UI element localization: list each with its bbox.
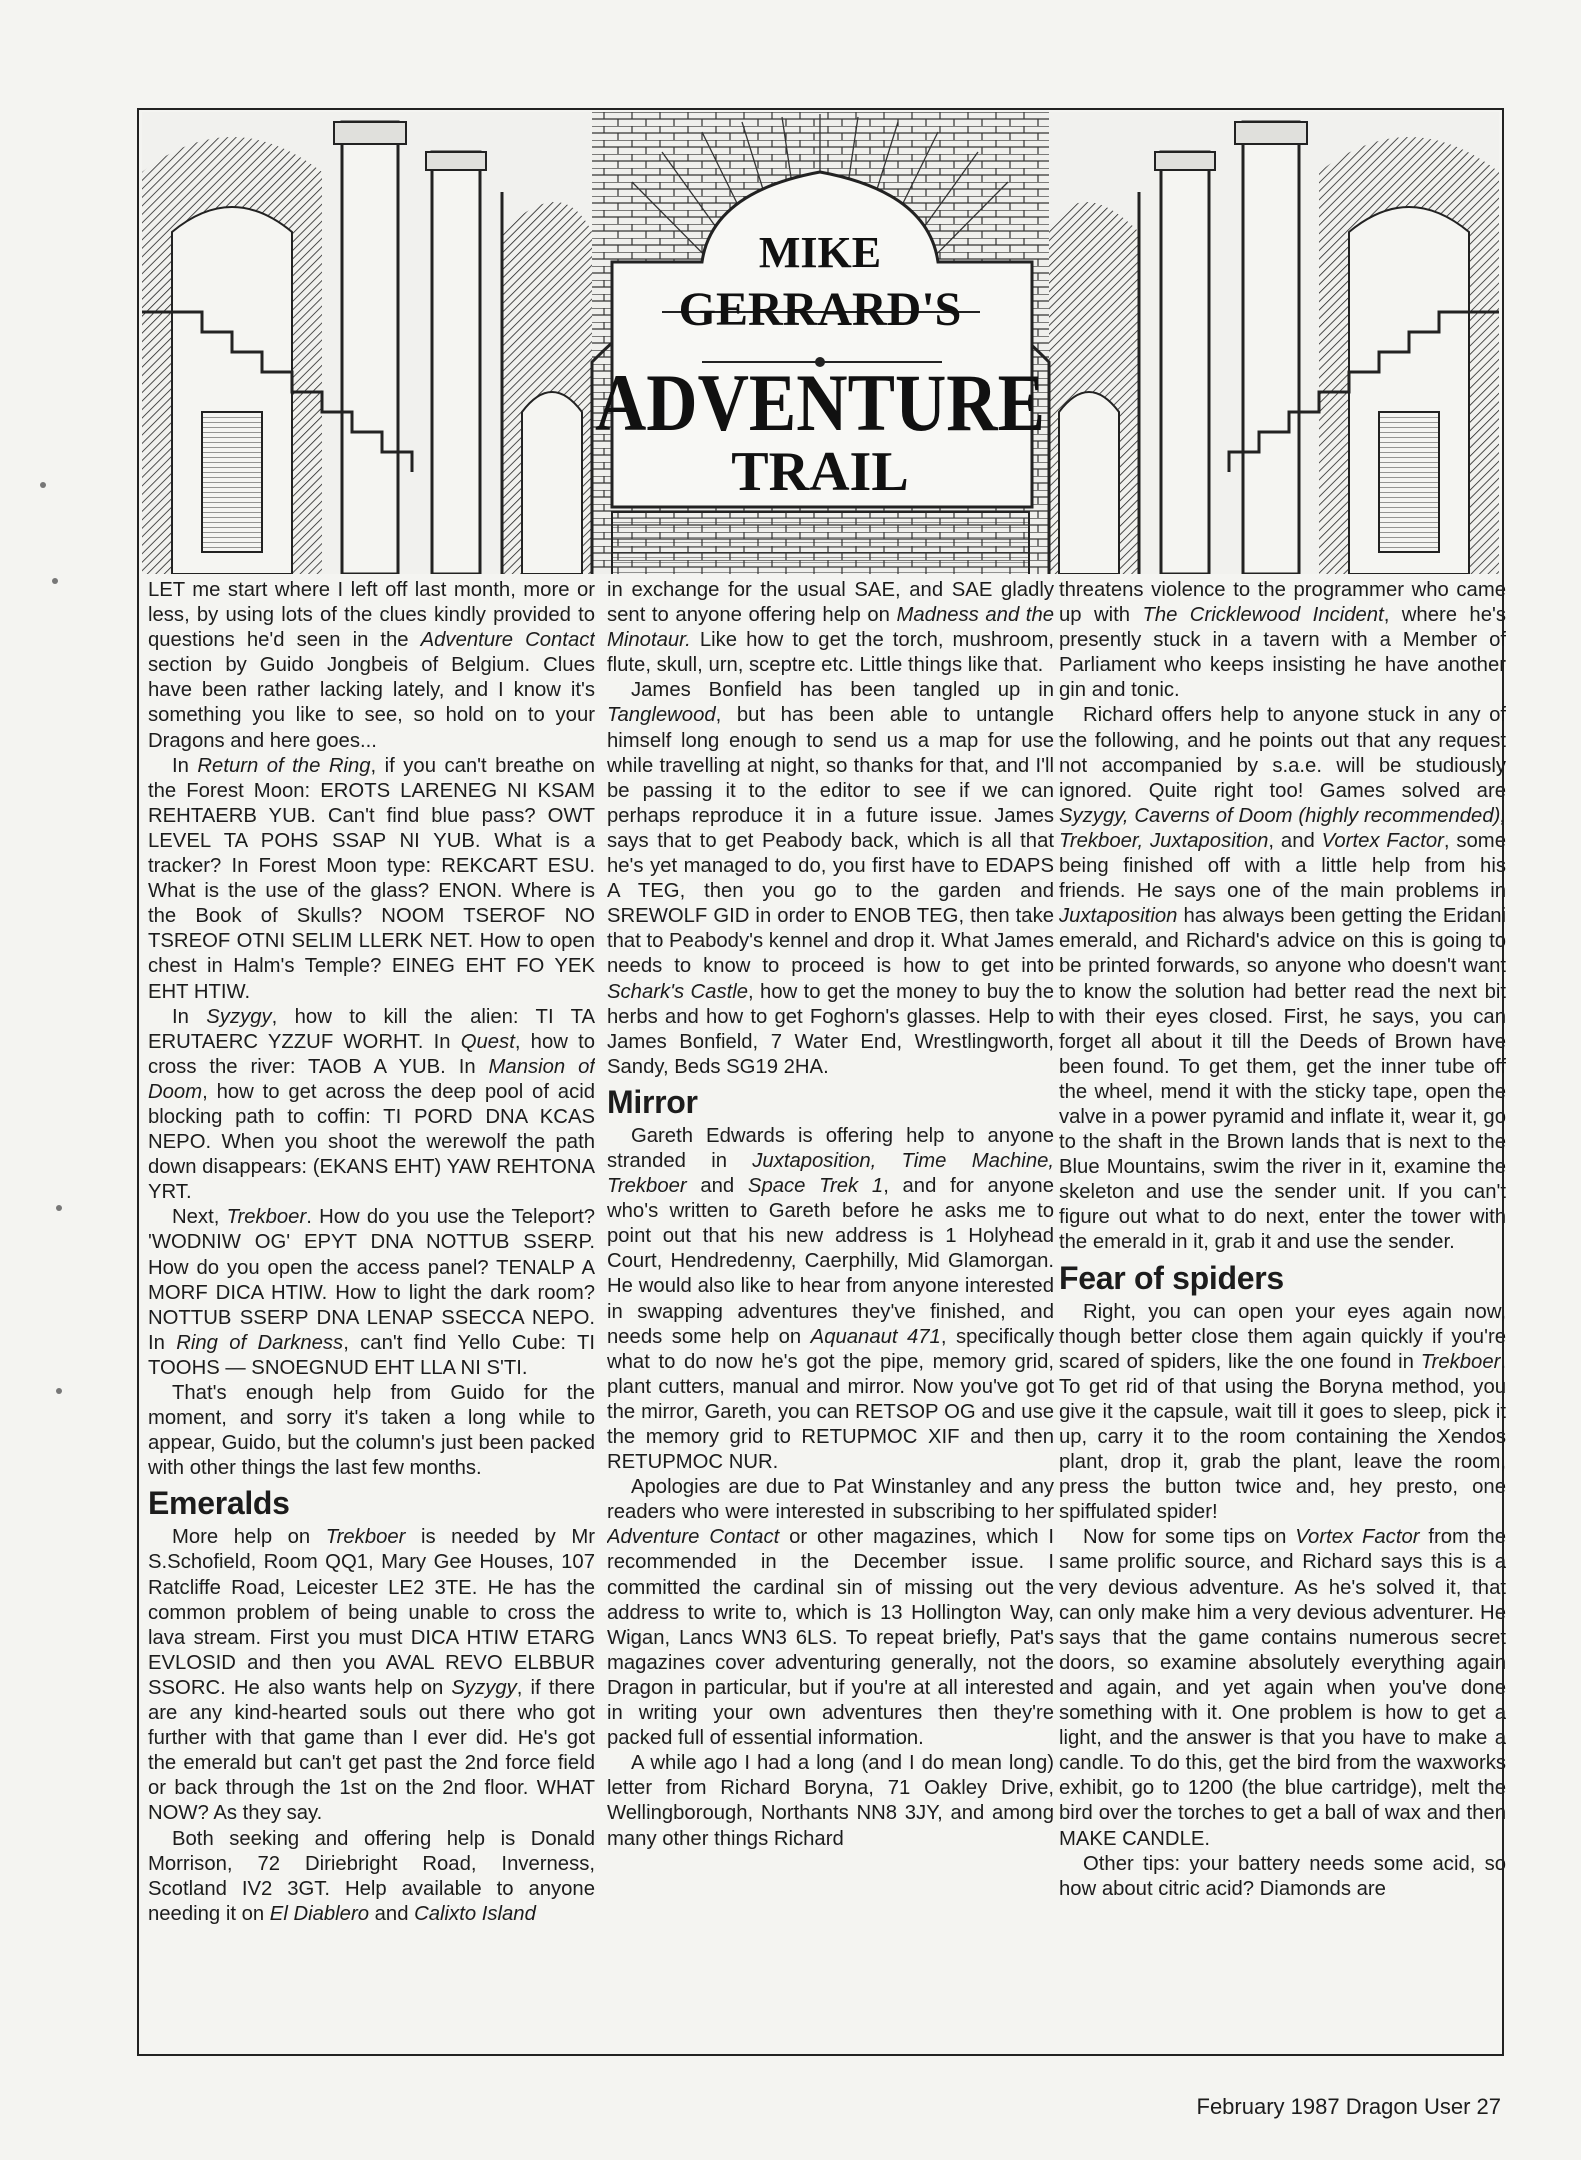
title-line-2: GERRARD'S	[678, 283, 962, 336]
title-line-3: ADVENTURE	[595, 357, 1045, 448]
left-columns	[142, 112, 592, 574]
article-paragraph: Right, you can open your eyes again now, though better close them again quickly if you're scared of spiders, like the one found in Trekboer. To get rid of that using the Boryna method, you give it the capsule, wait till it goes to sleep, pick it up, carry it to the room containing the Xendos plant, drop it, grab the plant, leave the room, press the button twice and, hey presto, one spiffulated spider!	[1059, 1300, 1506, 1524]
binding-mark	[56, 1205, 62, 1211]
article-paragraph: In Return of the Ring, if you can't breathe on the Forest Moon: EROTS LARENEG NI KSAM REHTAERB YUB. Can't find blue pass? OWT LEVEL TA POHS SSAP NI YUB. What is a tracker? In Forest Moon type: REKCART ESU. What is the use of the glass? ENON. Where is the Book of Skulls? NOOM TSEROF NO TSREOF OTNI SELIM LLERK NET. How to open chest in Halm's Temple? EINEG EHT FO YEK EHT HTIW.	[148, 754, 595, 1003]
article-paragraph: Apologies are due to Pat Winstanley and any readers who were interested in subscribing to her Adventure Contact or other magazines, which I recommended in the December issue. I committed the cardinal sin of missing out the address to write to, which is 13 Hollington Way, Wigan, Lancs WN3 6LS. To repeat briefly, Pat's magazines cover adventuring generally, not the Dragon in particular, but if you're at all interested in writing your own adventures then they're packed full of essential information.	[607, 1476, 1054, 1750]
right-columns	[1049, 112, 1499, 574]
article-paragraph: LET me start where I left off last month, more or less, by using lots of the clues kindly provided to questions he'd seen in the Adventure Contact section by Guido Jongbeis of Belgium. Clues have been rather lacking lately, and I know it's something you like to see, so hold on to your Dragons and here goes...	[148, 579, 595, 752]
article-column-1	[148, 578, 595, 2048]
article-paragraph: Gareth Edwards is offering help to anyone stranded in Juxtaposition, Time Machine, Trekboer and Space Trek 1, and for anyone who's written to Gareth before he asks me to point out that his new address is 1 Holyhead Court, Hendredenny, Caerphilly, Mid Glamorgan. He would also like to hear from anyone interested in swapping adventures they've finished, and needs some help on Aquanaut 471, specifically what to do now he's got the pipe, memory grid, plant cutters, manual and mirror. Now you've got the mirror, Gareth, you can RETSOP OG and use the memory grid to RETUPMOC XIF and then RETUPMOC NUR.	[607, 1124, 1054, 1474]
article-paragraph: Now for some tips on Vortex Factor from the same prolific source, and Richard says this is a very devious adventure. As he's solved it, that can only make him a very devious adventurer. He says that the game contains numerous secret doors, so examine absolutely everything again and again, and yet again when you've done something with it. One problem is how to get a light, and the answer is that you have to make a candle. To do this, get the bird from the waxworks exhibit, go to 1200 (the blue cartridge), melt the bird over the torches to get a ball of wax and then MAKE CANDLE.	[1059, 1526, 1506, 1850]
title-line-1: MIKE	[758, 228, 882, 277]
article-paragraph: In Syzygy, how to kill the alien: TI TA ERUTAERC YZZUF WORHT. In Quest, how to cross the river: TAOB A YUB. In Mansion of Doom, how to get across the deep pool of acid blocking path to coffin: TI PORD DNA KCAS NEPO. When you shoot the werewolf the path down disappears: (EKANS EHT) YAW REHTONA YRT.	[148, 1005, 595, 1204]
article-paragraph: in exchange for the usual SAE, and SAE gladly sent to anyone offering help on Madness and the Minotaur. Like how to get the torch, mushroom, flute, skull, urn, sceptre etc. Little things like that.	[607, 579, 1054, 677]
article-paragraph: threatens violence to the programmer who came up with The Cricklewood Incident, where he's presently stuck in a tavern with a Member of Parliament who keeps insisting he have another gin and tonic.	[1059, 579, 1506, 702]
article-paragraph: James Bonfield has been tangled up in Tanglewood, but has been able to untangle himself long enough to send us a map for use while travelling at night, so thanks for that, and I'll be passing it to the editor to see if we can perhaps reproduce it in a future issue. James says that to get Peabody back, which is all that he's yet managed to do, you first have to EDAPS A TEG, then you go to the garden and SREWOLF GID in order to ENOB TEG, then take that to Peabody's kennel and drop it. What James needs to know to proceed is how to get into Schark's Castle, how to get the money to buy the herbs and how to get Foghorn's glasses. Help to James Bonfield, 7 Water End, Wrestlingworth, Sandy, Beds SG19 2HA.	[607, 679, 1054, 1078]
architecture-illustration	[142, 112, 1499, 574]
page-footer: February 1987 Dragon User 27	[1196, 2094, 1501, 2119]
article-paragraph: That's enough help from Guido for the moment, and sorry it's taken a long while to appear, Guido, but the column's just been packed with other things the last few months.	[148, 1382, 595, 1480]
article-column-2	[607, 578, 1054, 2048]
article-paragraph: More help on Trekboer is needed by Mr S.Schofield, Room QQ1, Mary Gee Houses, 107 Ratcliffe Road, Leicester LE2 3TE. He has the common problem of being unable to cross the lava stream. First you must DICA HTIW ETARG EVLOSID and then you AVAL REVO ELBBUR SSORC. He also wants help on Syzygy, if there are any kind-hearted souls out there who got further with that game than I ever did. He's got the emerald but can't get past the 2nd force field or back through the 1st on the 2nd floor. WHAT NOW? As they say.	[148, 1526, 595, 1825]
section-heading: Mirror	[607, 1083, 698, 1120]
article-paragraph: Next, Trekboer. How do you use the Teleport? 'WODNIW OG' EPYT DNA NOTTUB SSERP. How do you open the access panel? TENALP A MORF DICA HTIW. How to light the dark room? NOTTUB SSERP DNA LENAP SSECCA NEPO. In Ring of Darkness, can't find Yello Cube: TI TOOHS — SNOEGNUD EHT LLA NI S'TI.	[148, 1206, 595, 1379]
article-paragraph: Richard offers help to anyone stuck in any of the following, and he points out that any request not accompanied by s.a.e. will be studiously ignored. Quite right too! Games solved are Syzygy, Caverns of Doom (highly recommended), Trekboer, Juxtaposition, and Vortex Factor, some being finished off with a little help from his friends. He says one of the main problems in Juxtaposition has always been getting the Eridani emerald, and Richard's advice on this is going to be printed forwards, so anyone who doesn't want to know the solution had better read the next bit with their eyes closed. First, he says, you can forget all about it till the Deeds of Brown have been found. To get them, get the inner tube off the wheel, mend it with the sticky tape, open the valve in a power pyramid and inflate it, wear it, go to the shaft in the Brown lands that is next to the Blue Mountains, swim the river in it, examine the skeleton and use the sender unit. If you can't figure out what to do next, enter the tower with the emerald in it, grab it and use the sender.	[1059, 704, 1506, 1254]
article-column-3	[1059, 578, 1506, 2048]
article-paragraph: Other tips: your battery needs some acid, so how about citric acid? Diamonds are	[1059, 1852, 1506, 1900]
article-paragraph: A while ago I had a long (and I do mean long) letter from Richard Boryna, 71 Oakley Drive, Wellingborough, Northants NN8 3JY, and among many other things Richard	[607, 1752, 1054, 1850]
header-illustration	[142, 112, 1499, 574]
section-heading: Emeralds	[148, 1485, 290, 1522]
article-paragraph: Both seeking and offering help is Donald Morrison, 72 Diriebright Road, Inverness, Scotland IV2 3GT. Help available to anyone needing it on El Diablero and Calixto Island	[148, 1827, 595, 1925]
binding-mark	[56, 1388, 62, 1394]
binding-mark	[40, 482, 46, 488]
section-heading: Fear of spiders	[1059, 1259, 1284, 1296]
title-line-4: TRAIL	[731, 441, 909, 503]
binding-mark	[52, 578, 58, 584]
